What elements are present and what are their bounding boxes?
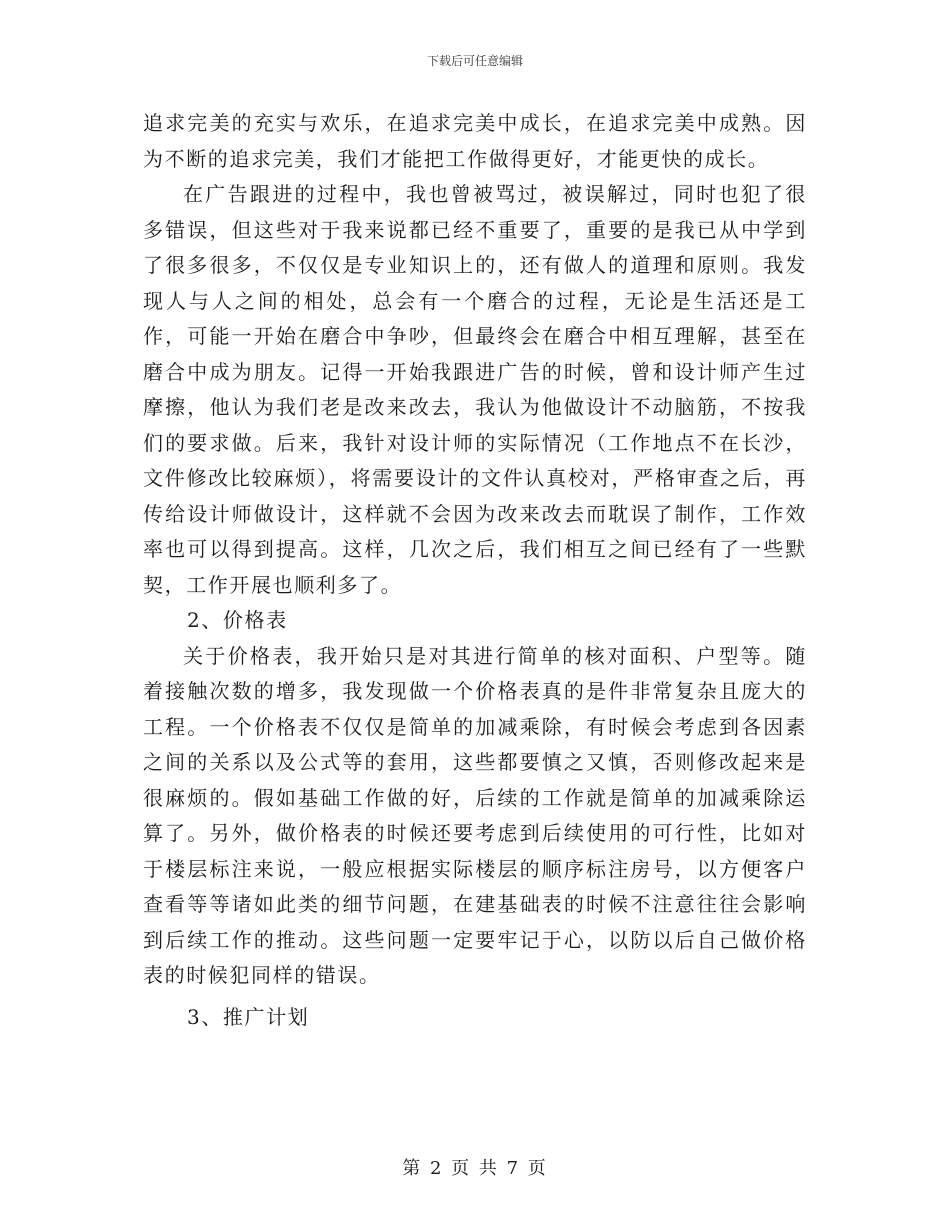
section-heading-price-table: 2、价格表 xyxy=(187,608,288,632)
document-body xyxy=(143,106,807,1035)
header-note: 下载后可任意编辑 xyxy=(426,54,523,68)
paragraph-ad-followup: 在广告跟进的过程中，我也曾被骂过，被误解过，同时也犯了很多错误，但这些对于我来说都已经不重要了，重要的是我已从中学到了很多很多，不仅仅是专业知识上的，还有做人的道理和原则。我发现人与人之间的相处，总会有一个磨合的过程，无论是生活还是工作，可能一开始在磨合中争吵，但最终会在磨合中相互理解，甚至在磨合中成为朋友。记得一开始我跟进广告的时候，曾和设计师产生过摩擦，他认为我们老是改来改去，我认为他做设计不动脑筋，不按我们的要求做。后来，我针对设计师的实际情况（工作地点不在长沙，文件修改比较麻烦），将需要设计的文件认真校对，严格审查之后，再传给设计师做设计，这样就不会因为改来改去而耽误了制作，工作效率也可以得到提高。这样，几次之后，我们相互之间已经有了一些默契，工作开展也顺利多了。 xyxy=(143,182,807,597)
page-number: 第 2 页 共 7 页 xyxy=(402,1158,548,1179)
paragraph-price-table: 关于价格表，我开始只是对其进行简单的核对面积、户型等。随着接触次数的增多，我发现做一个价格表真的是件非常复杂且庞大的工程。一个价格表不仅仅是简单的加减乘除，有时候会考虑到各因素之间的关系以及公式等的套用，这些都要慎之又慎，否则修改起来是很麻烦的。假如基础工作做的好，后续的工作就是简单的加减乘除运算了。另外，做价格表的时候还要考虑到后续使用的可行性，比如对于楼层标注来说，一般应根据实际楼层的顺序标注房号，以方便客户查看等等诸如此类的细节问题，在建基础表的时候不注意往往会影响到后续工作的推动。这些问题一定要牢记于心，以防以后自己做价格表的时候犯同样的错误。 xyxy=(143,643,807,987)
section-heading-promotion-plan: 3、推广计划 xyxy=(187,1004,310,1029)
paragraph-continuation: 追求完美的充实与欢乐，在追求完美中成长，在追求完美中成熟。因为不断的追求完美，我们才能把工作做得更好，才能更快的成长。 xyxy=(143,111,807,171)
